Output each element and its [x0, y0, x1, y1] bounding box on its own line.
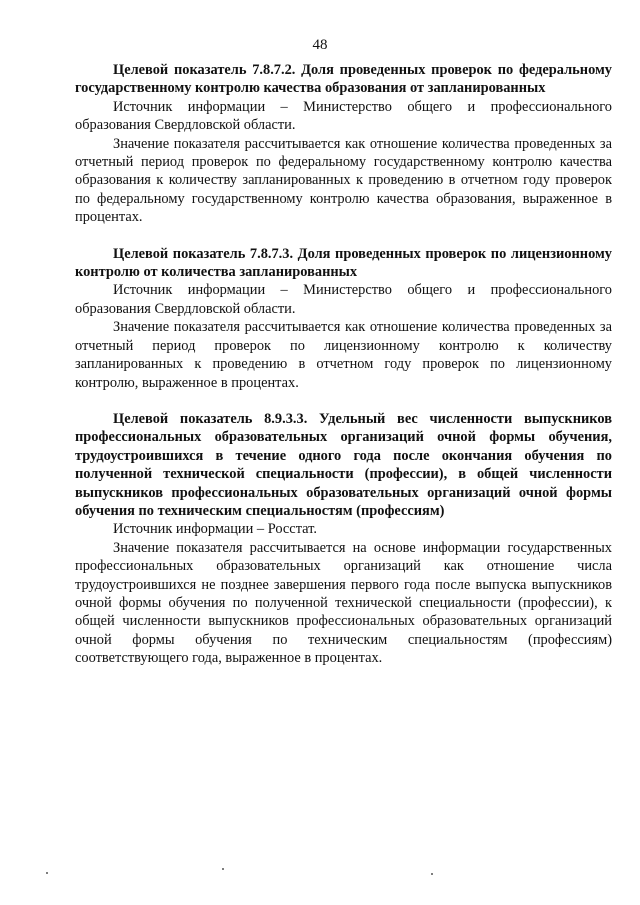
- scan-speck: [46, 872, 48, 874]
- section-spacer: [75, 227, 612, 245]
- indicator-description-8-9-3-3: Значение показателя рассчитывается на основе информации государственных профессиональных образовательных организаций как отношение числа трудоустроившихся не позднее завершения первого года после выпуска выпускников очной формы обучения по полученной технической специальности (профессии), к общей численности выпускников профессиональных образовательных организаций очной формы обучения по техническим специальностям (профессиям) соответствующего года, выраженное в процентах.: [75, 539, 612, 667]
- indicator-heading-8-9-3-3: Целевой показатель 8.9.3.3. Удельный вес численности выпускников профессиональных образовательных организаций очной формы обучения, трудоустроившихся в течение одного года после окончания обучения по полученной технической специальности (профессии), в общей численности выпускников профессиональных образовательных организаций очной формы обучения по техническим специальностям (профессиям): [75, 410, 612, 519]
- scan-speck: [431, 873, 433, 875]
- indicator-description-7-8-7-2: Значение показателя рассчитывается как отношение количества проведенных за отчетный период проверок по федеральному государственному контролю качества образования к количеству запланированных к проведению в отчетном году проверок по федеральному государственному контролю качества образования, выраженное в процентах.: [75, 135, 612, 226]
- indicator-heading-7-8-7-3: Целевой показатель 7.8.7.3. Доля проведенных проверок по лицензионному контролю от количества запланированных: [75, 245, 612, 281]
- indicator-source-7-8-7-2: Источник информации – Министерство общего и профессионального образования Свердловской области.: [75, 98, 612, 134]
- scan-speck: [222, 868, 224, 870]
- indicator-description-7-8-7-3: Значение показателя рассчитывается как отношение количества проведенных за отчетный период проверок по лицензионному контролю к количеству запланированных к проведению в отчетном году проверок по лицензионному контролю, выраженное в процентах.: [75, 319, 612, 391]
- indicator-heading-7-8-7-2: Целевой показатель 7.8.7.2. Доля проведенных проверок по федеральному государственному контролю качества образования от запланированных: [75, 62, 612, 97]
- document-body: [75, 61, 612, 668]
- indicator-source-7-8-7-3: Источник информации – Министерство общего и профессионального образования Свердловской области.: [75, 282, 612, 317]
- section-spacer: [75, 392, 612, 410]
- page-number: 48: [312, 37, 328, 53]
- indicator-source-8-9-3-3: Источник информации – Росстат.: [113, 521, 317, 538]
